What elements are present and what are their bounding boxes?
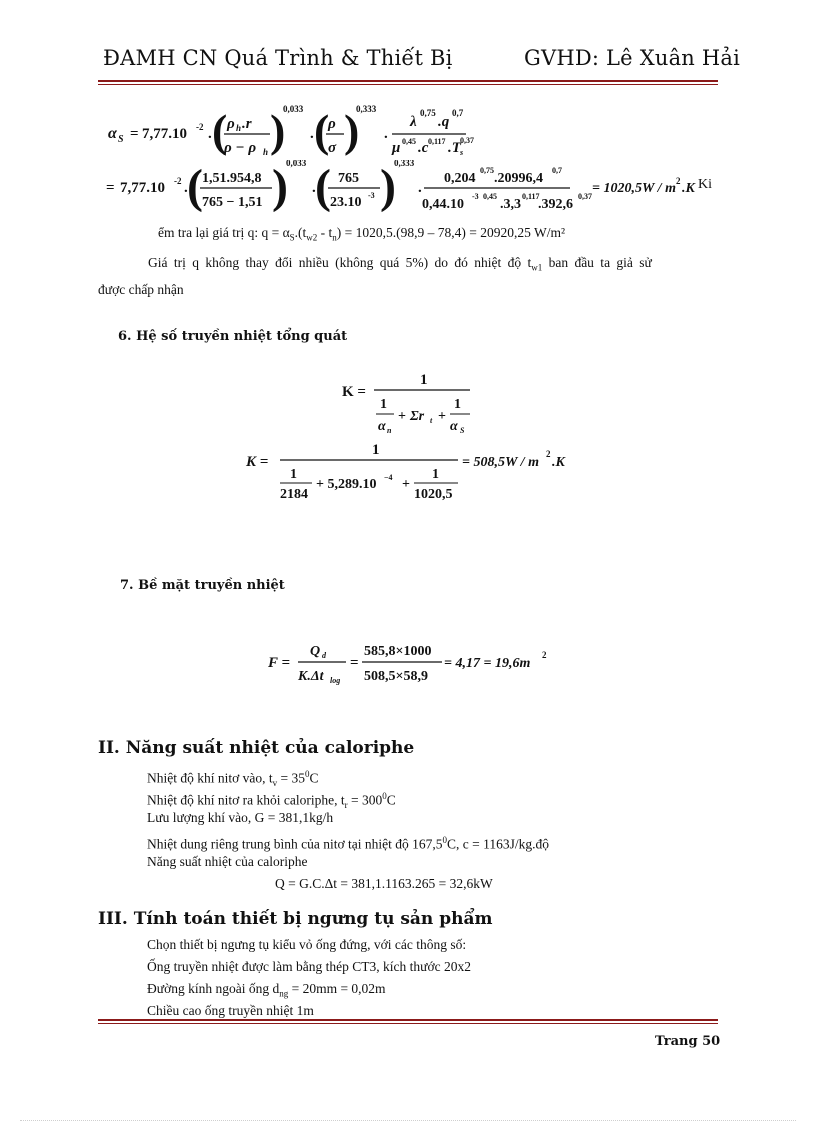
eq-alpha-equals: =	[130, 126, 139, 142]
section-6-title: 6. Hệ số truyền nhiệt tổng quát	[118, 329, 348, 344]
eqK-lhs: K =	[342, 384, 366, 400]
eqKn-mid-exp: −4	[384, 473, 393, 482]
eqKn-plus: +	[402, 477, 410, 492]
eq-num-den1: 765 − 1,51	[202, 195, 263, 210]
eq-num-den2: 23.10	[330, 195, 362, 210]
eq-alpha-q: .q	[438, 114, 450, 130]
eqK-one-b: 1	[454, 397, 461, 412]
eq-alpha-coef-exp: -2	[196, 122, 204, 132]
check-line: ểm tra lại giá trị q: $q = \alpha_S.(t_{w2} - t_n) = 1020,5.(98,9 - 78,4) = 20920,25$ W/m²	[158, 225, 566, 243]
eq-num-den3c: .392,6	[538, 197, 573, 212]
eqF-Qd: Q	[310, 644, 321, 659]
eq-alpha-rho-minus-sub: h	[263, 147, 269, 157]
eqKn-d1: 2184	[280, 487, 308, 502]
eq-num-result-unit: .K	[682, 181, 695, 196]
eq-num-dot2: .	[312, 180, 316, 196]
sectionII-line4: Nhiệt dung riêng trung bình của nitơ tại nhiệt độ 167,5$^0$C, c = 1163J/kg.độ	[147, 835, 549, 852]
eq-alpha-dot3: .	[384, 126, 388, 142]
sectionIII-line2: Ống truyền nhiệt được làm bằng thép CT3, kích thước 20x2	[147, 959, 471, 974]
eq-alpha-rho-b: ρ	[227, 116, 235, 132]
eqKn-result-unit: .K	[552, 455, 565, 470]
header-right: GVHD: Lê Xuân Hải	[524, 46, 741, 70]
eqKn-result-exp: 2	[546, 449, 551, 459]
eq-alpha-c-exp: 0,117	[428, 137, 446, 146]
eqF-num2: 585,8×1000	[364, 644, 432, 659]
sectionIII-line4: Chiều cao ống truyền nhiệt 1m	[147, 1003, 314, 1018]
footer-rule-top	[98, 1019, 718, 1021]
eq-num-den3a: 0,44.10	[422, 197, 464, 212]
section-III-title: III. Tính toán thiết bị ngưng tụ sản phẩm	[98, 909, 493, 929]
eqF-den: K.Δt	[298, 669, 324, 684]
header-rule-bottom	[98, 84, 718, 85]
eq-num-result-exp: 2	[676, 176, 681, 186]
eq-alpha-paren2-close: )	[344, 105, 360, 156]
eq-alpha-dot1: .	[208, 126, 212, 142]
eq-alpha-T-exp: 0,37	[460, 136, 474, 145]
sectionII-line5: Năng suất nhiệt của caloriphe	[147, 854, 308, 869]
eqKn-num: 1	[372, 442, 380, 458]
eq-alpha-lambda: λ	[410, 114, 417, 130]
eqK-alpha-n: α	[378, 419, 386, 434]
eqF-den2: 508,5×58,9	[364, 669, 428, 684]
eq-num-dot3: .	[418, 180, 422, 196]
eqF-lhs: F =	[268, 655, 291, 671]
eq-num-exp2: 0,333	[394, 160, 415, 168]
sectionII-line2: Nhiệt độ khí nitơ ra khỏi caloriphe, $t_r = 300^0C$	[147, 791, 396, 811]
sectionIII-line1: Chọn thiết bị ngưng tụ kiểu vỏ ống đứng, với các thông số:	[147, 937, 467, 952]
eq-alpha-T: .T	[448, 140, 461, 156]
equation-alpha-numeric	[100, 160, 740, 226]
page-number: Trang 50	[655, 1034, 721, 1049]
page-edge-dots	[20, 1120, 796, 1121]
eq-alpha-rho-b-sub: h	[236, 123, 242, 133]
eq-num-dot1: .	[184, 180, 188, 196]
eq-alpha-rho-minus: ρ − ρ	[224, 140, 257, 156]
eq-num-den2-exp: -3	[368, 191, 375, 200]
eq-alpha-sigma: σ	[328, 140, 337, 156]
section-7-title: 7. Bề mặt truyền nhiệt	[120, 578, 285, 593]
eq-num-paren1-close: )	[272, 160, 288, 213]
eq-alpha-mu-exp: 0,45	[402, 137, 416, 146]
eq-alpha-coef: 7,77.10	[142, 126, 187, 142]
eq-num-trailing: Ki	[698, 177, 712, 192]
eq-alpha-paren2-open: (	[314, 105, 330, 156]
eq-num-den3c-exp: 0,37	[578, 192, 592, 201]
eq-alpha-lambda-exp: 0,75	[420, 108, 436, 118]
eqK-alpha-s-sub: S	[460, 426, 465, 435]
eqKn-one-b: 1	[432, 467, 439, 482]
eqF-Qd-sub: d	[322, 651, 326, 660]
para-q-line2: được chấp nhận	[98, 282, 184, 297]
footer-rule-bottom	[98, 1023, 718, 1024]
eq-alpha-paren1-open: (	[212, 105, 228, 156]
header-rule-top	[98, 80, 718, 82]
eq-num-num3a-exp: 0,75	[480, 166, 494, 175]
eq-num-paren2-close: )	[380, 160, 396, 213]
eq-alpha-mu: μ	[392, 140, 401, 156]
eqK-num: 1	[420, 372, 428, 388]
equation-K-general	[336, 368, 486, 440]
eqF-result-exp: 2	[542, 650, 547, 660]
eqKn-mid: + 5,289.10	[316, 477, 377, 492]
eq-num-num2: 765	[338, 171, 359, 186]
eqK-plus1: +	[398, 409, 406, 424]
eq-alpha-exp2: 0,333	[356, 104, 377, 114]
eq-num-num3b: .20996,4	[494, 171, 543, 186]
sectionIII-line3: Đường kính ngoài ống $d_{ng} = 20mm = 0,02m$	[147, 981, 386, 999]
eqK-plus2: +	[438, 409, 446, 424]
eqK-sum-r: Σr	[410, 409, 425, 424]
eqKn-d2: 1020,5	[414, 487, 453, 502]
eqK-sum-r-sub: t	[430, 416, 433, 425]
eqF-result: = 4,17 = 19,6m	[444, 656, 531, 671]
eq-num-num1: 1,51.954,8	[202, 171, 262, 186]
eq-num-num3b-exp: 0,7	[552, 166, 562, 175]
para-q-line1: Giá trị q không thay đổi nhiều (không quá 5%) do đó nhiệt độ $t_{w1}$ ban đầu ta giả sử	[148, 255, 652, 273]
eq-num-den3a-exp: -3	[472, 192, 479, 201]
eqF-eq: =	[350, 655, 359, 671]
eq-alpha-exp1: 0,033	[283, 104, 304, 114]
eqK-alpha-n-sub: n	[387, 426, 392, 435]
section-II-title: II. Năng suất nhiệt của caloriphe	[98, 738, 415, 758]
eqKn-result: = 508,5W / m	[462, 455, 539, 470]
eq-num-coef: 7,77.10	[120, 180, 165, 196]
eq-alpha-c: .c	[418, 140, 429, 156]
sectionII-line1: Nhiệt độ khí nitơ vào, $t_v = 35^0C$	[147, 769, 319, 789]
eq-alpha-lhs: α	[108, 125, 117, 142]
eqK-alpha-s: α	[450, 419, 458, 434]
eqKn-lhs: K =	[246, 454, 269, 470]
eqKn-one-a: 1	[290, 467, 297, 482]
eq-alpha-lhs-sub: S	[118, 134, 124, 145]
sectionII-line6: Q = G.C.Δt = 381,1.1163.265 = 32,6kW	[275, 876, 493, 891]
eqF-den-sub: log	[330, 676, 341, 685]
eq-num-den3b: .3,3	[500, 197, 521, 212]
eq-num-den3b-exp: 0,117	[522, 192, 540, 201]
eq-alpha-T-sub: s	[460, 148, 464, 157]
sectionII-line3: Lưu lượng khí vào, G = 381,1kg/h	[147, 810, 334, 825]
eq-alpha-rho: ρ	[328, 116, 336, 132]
eqK-one-a: 1	[380, 397, 387, 412]
eq-num-paren2-open: (	[315, 160, 331, 213]
eq-num-equals: =	[106, 180, 115, 196]
eq-alpha-q-exp: 0,7	[452, 108, 464, 118]
eq-num-num3a: 0,204	[444, 171, 476, 186]
eq-num-result: = 1020,5W / m	[592, 181, 676, 196]
eq-alpha-dot2: .	[310, 126, 314, 142]
eq-num-coef-exp: -2	[174, 176, 182, 186]
equation-F	[262, 640, 562, 690]
eq-alpha-paren1-close: )	[270, 105, 286, 156]
eq-num-den3a-exp2: 0,45	[483, 192, 497, 201]
eq-alpha-r: .r	[242, 116, 252, 132]
header-left: ĐAMH CN Quá Trình & Thiết Bị	[103, 46, 453, 70]
equation-K-numeric	[240, 440, 590, 502]
eq-num-exp1: 0,033	[286, 160, 307, 168]
eq-num-paren1-open: (	[187, 160, 203, 213]
